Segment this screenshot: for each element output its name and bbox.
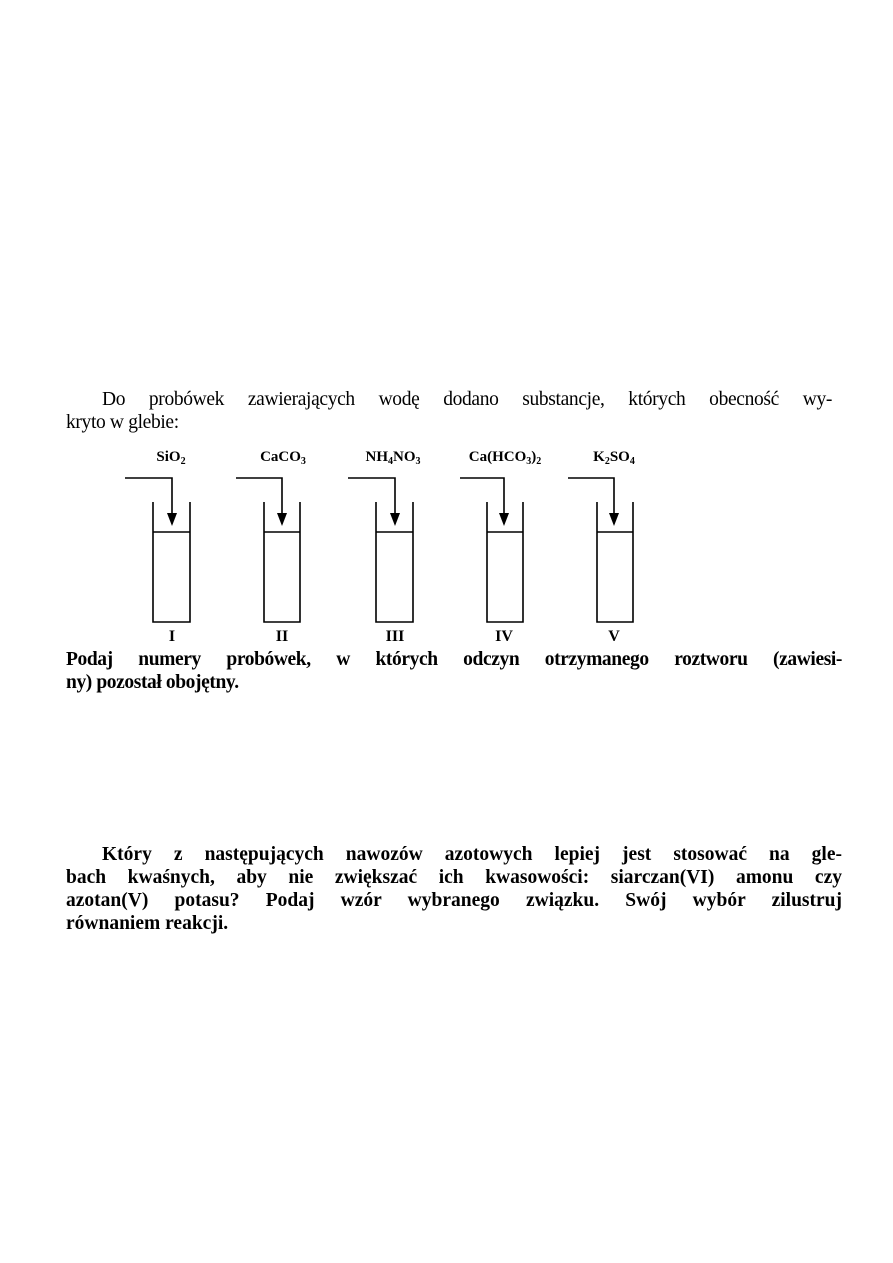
arrow-down-icon xyxy=(167,513,177,526)
tube-outline xyxy=(597,502,633,622)
task1-intro xyxy=(66,388,832,434)
arrow-down-icon xyxy=(499,513,509,526)
task1-intro-line-2: kryto w glebie: xyxy=(66,412,179,433)
formula-IV: $Ca(HCO_3)_2$ xyxy=(468,449,542,467)
task2-line-4: równaniem reakcji. xyxy=(66,913,229,934)
task1-intro-line-1: Do probówek zawierających wodę dodano substancje, których obecność wy- xyxy=(102,389,832,410)
tube-outline xyxy=(153,502,190,622)
feed-line xyxy=(125,478,172,513)
feed-line xyxy=(460,478,504,513)
test-tube-I xyxy=(125,478,190,622)
tube-label-V: V xyxy=(608,628,620,645)
task2-line-1: Który z następujących nawozów azotowych lepiej jest stosować na gle- xyxy=(102,844,842,865)
tube-label-II: II xyxy=(275,628,289,645)
tube-outline xyxy=(264,502,300,622)
test-tube-V xyxy=(568,478,633,622)
test-tube-III xyxy=(348,478,413,622)
formula-III: $NH_4NO_3$ xyxy=(365,449,421,467)
feed-line xyxy=(236,478,282,513)
formula-I: SiO$_2$ xyxy=(156,449,186,467)
arrow-down-icon xyxy=(609,513,619,526)
task1-question xyxy=(66,648,842,694)
tube-outline xyxy=(376,502,413,622)
feed-line xyxy=(568,478,614,513)
task1-question-line-2: ny) pozostał obojętny. xyxy=(66,672,239,693)
tube-outline xyxy=(487,502,523,622)
formula-II: CaCO$_3$ xyxy=(260,449,306,467)
tube-label-III: III xyxy=(385,628,405,645)
task2-question xyxy=(66,843,842,935)
arrow-down-icon xyxy=(277,513,287,526)
test-tube-II xyxy=(236,478,300,622)
formula-V: $K_2SO_4$ xyxy=(593,449,635,467)
task2-line-2: bach kwaśnych, aby nie zwiększać ich kwasowości: siarczan(VI) amonu czy xyxy=(66,867,842,888)
task2-line-3: azotan(V) potasu? Podaj wzór wybranego związku. Swój wybór zilustruj xyxy=(66,890,842,911)
tube-label-I: I xyxy=(168,628,176,645)
arrow-down-icon xyxy=(390,513,400,526)
feed-line xyxy=(348,478,395,513)
test-tube-IV xyxy=(460,478,523,622)
task1-question-line-1: Podaj numery probówek, w których odczyn otrzymanego roztworu (zawiesi- xyxy=(66,649,842,670)
tube-label-IV: IV xyxy=(495,628,513,645)
